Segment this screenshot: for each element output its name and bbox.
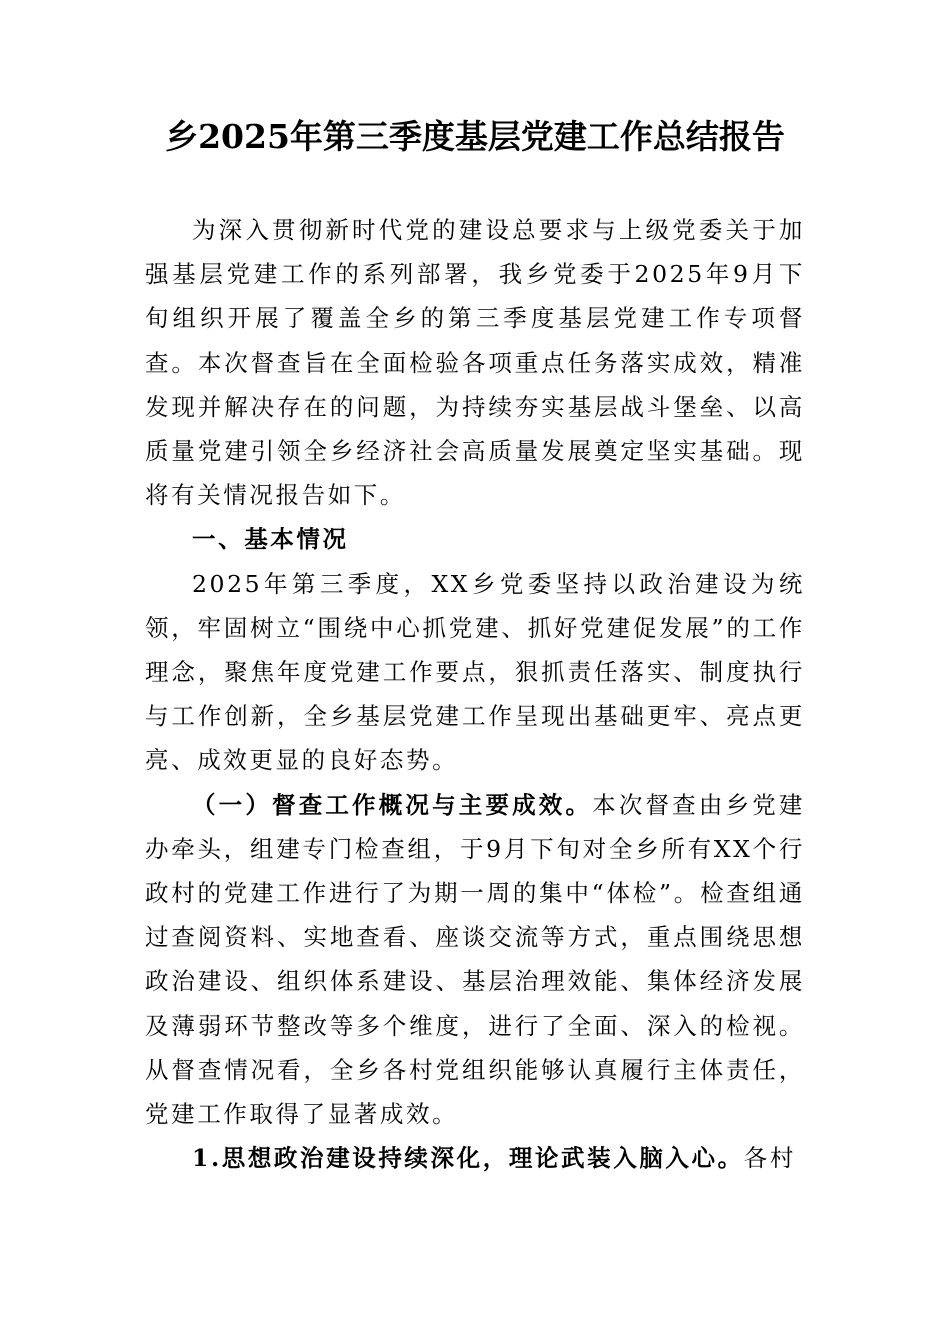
- document-body: [145, 208, 805, 1180]
- section-paragraph: 2025年第三季度，XX乡党委坚持以政治建设为统领，牢固树立“围绕中心抓党建、抓好党建促发展”的工作理念，聚焦年度党建工作要点，狠抓责任落实、制度执行与工作创新，全乡基层党建工作呈现出基础更牢、亮点更亮、成效更显的良好态势。: [145, 569, 805, 775]
- item-paragraph: [145, 1136, 805, 1180]
- subsection-paragraph: [145, 783, 805, 1137]
- section-heading-basic-situation: 一、基本情况: [192, 525, 349, 554]
- item-text: 各村: [743, 1144, 796, 1173]
- item-lead: 1.思想政治建设持续深化，理论武装入脑入心。: [192, 1144, 744, 1173]
- document-title: 乡2025年第三季度基层党建工作总结报告: [165, 117, 785, 156]
- subsection-lead: （一）督查工作概况与主要成效。: [192, 790, 593, 819]
- intro-paragraph: 为深入贯彻新时代党的建设总要求与上级党委关于加强基层党建工作的系列部署，我乡党委于2025年9月下旬组织开展了覆盖全乡的第三季度基层党建工作专项督查。本次督查旨在全面检验各项重点任务落实成效，精准发现并解决存在的问题，为持续夯实基层战斗堡垒、以高质量党建引领全乡经济社会高质量发展奠定坚实基础。现将有关情况报告如下。: [145, 216, 805, 510]
- subsection-text: 本次督查由乡党建办牵头，组建专门检查组，于9月下旬对全乡所有XX个行政村的党建工作进行了为期一周的集中“体检”。检查组通过查阅资料、实地查看、座谈交流等方式，重点围绕思想政治建设、组织体系建设、基层治理效能、集体经济发展及薄弱环节整改等多个维度，进行了全面、深入的检视。从督查情况看，全乡各村党组织能够认真履行主体责任，党建工作取得了显著成效。: [145, 790, 805, 1129]
